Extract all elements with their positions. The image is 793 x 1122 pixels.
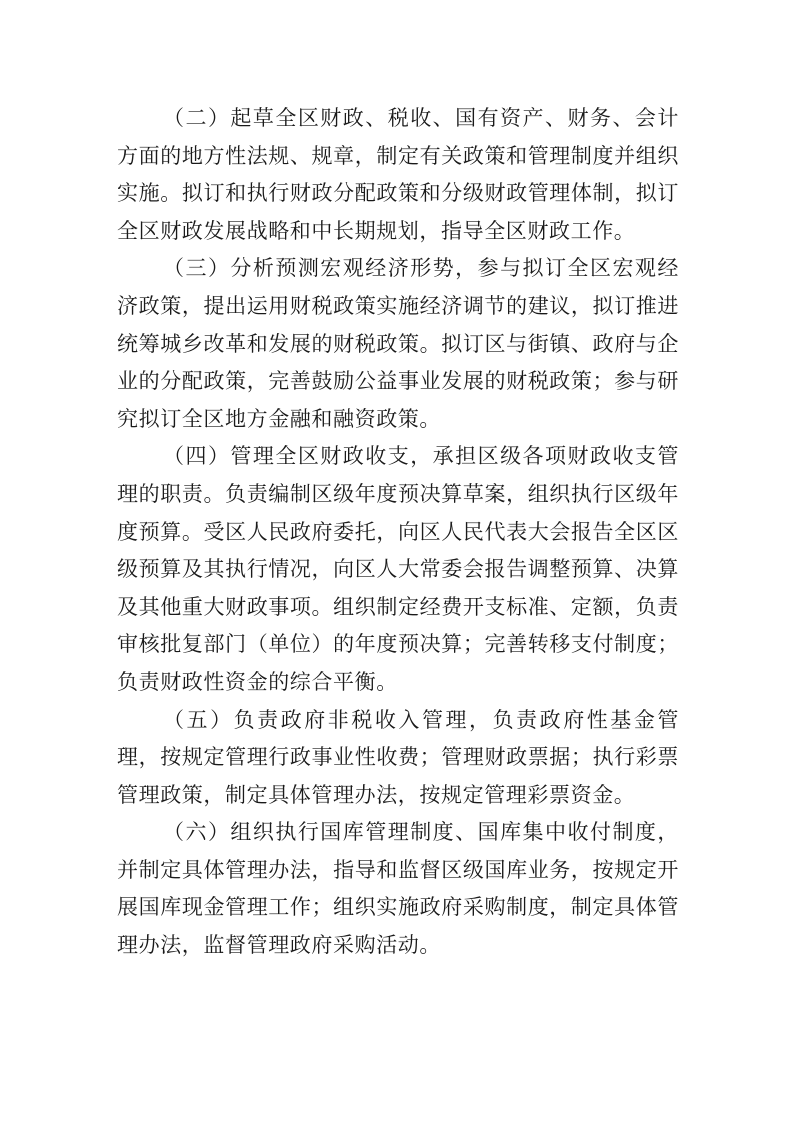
- paragraph-2: （二）起草全区财政、税收、国有资产、财务、会计方面的地方性法规、规章，制定有关政策和管理制度并组织实施。拟订和执行财政分配政策和分级财政管理体制，拟订全区财政发展战略和中长期规划，指导全区财政工作。: [117, 106, 679, 243]
- paragraph-5: （五）负责政府非税收入管理，负责政府性基金管理，按规定管理行政事业性收费；管理财政票据；执行彩票管理政策，制定具体管理办法，按规定管理彩票资金。: [117, 707, 679, 807]
- document-body: [117, 100, 679, 965]
- paragraph-3: （三）分析预测宏观经济形势，参与拟订全区宏观经济政策，提出运用财税政策实施经济调节的建议，拟订推进统筹城乡改革和发展的财税政策。拟订区与街镇、政府与企业的分配政策，完善鼓励公益事业发展的财税政策；参与研究拟订全区地方金融和融资政策。: [117, 256, 679, 431]
- paragraph-6: （六）组织执行国库管理制度、国库集中收付制度，并制定具体管理办法，指导和监督区级国库业务，按规定开展国库现金管理工作；组织实施政府采购制度，制定具体管理办法，监督管理政府采购活动。: [117, 820, 679, 958]
- paragraph-4: （四）管理全区财政收支，承担区级各项财政收支管理的职责。负责编制区级年度预决算草案，组织执行区级年度预算。受区人民政府委托，向区人民代表大会报告全区区级预算及其执行情况，向区人大常委会报告调整预算、决算及其他重大财政事项。组织制定经费开支标准、定额，负责审核批复部门（单位）的年度预决算；完善转移支付制度；负责财政性资金的综合平衡。: [117, 444, 679, 694]
